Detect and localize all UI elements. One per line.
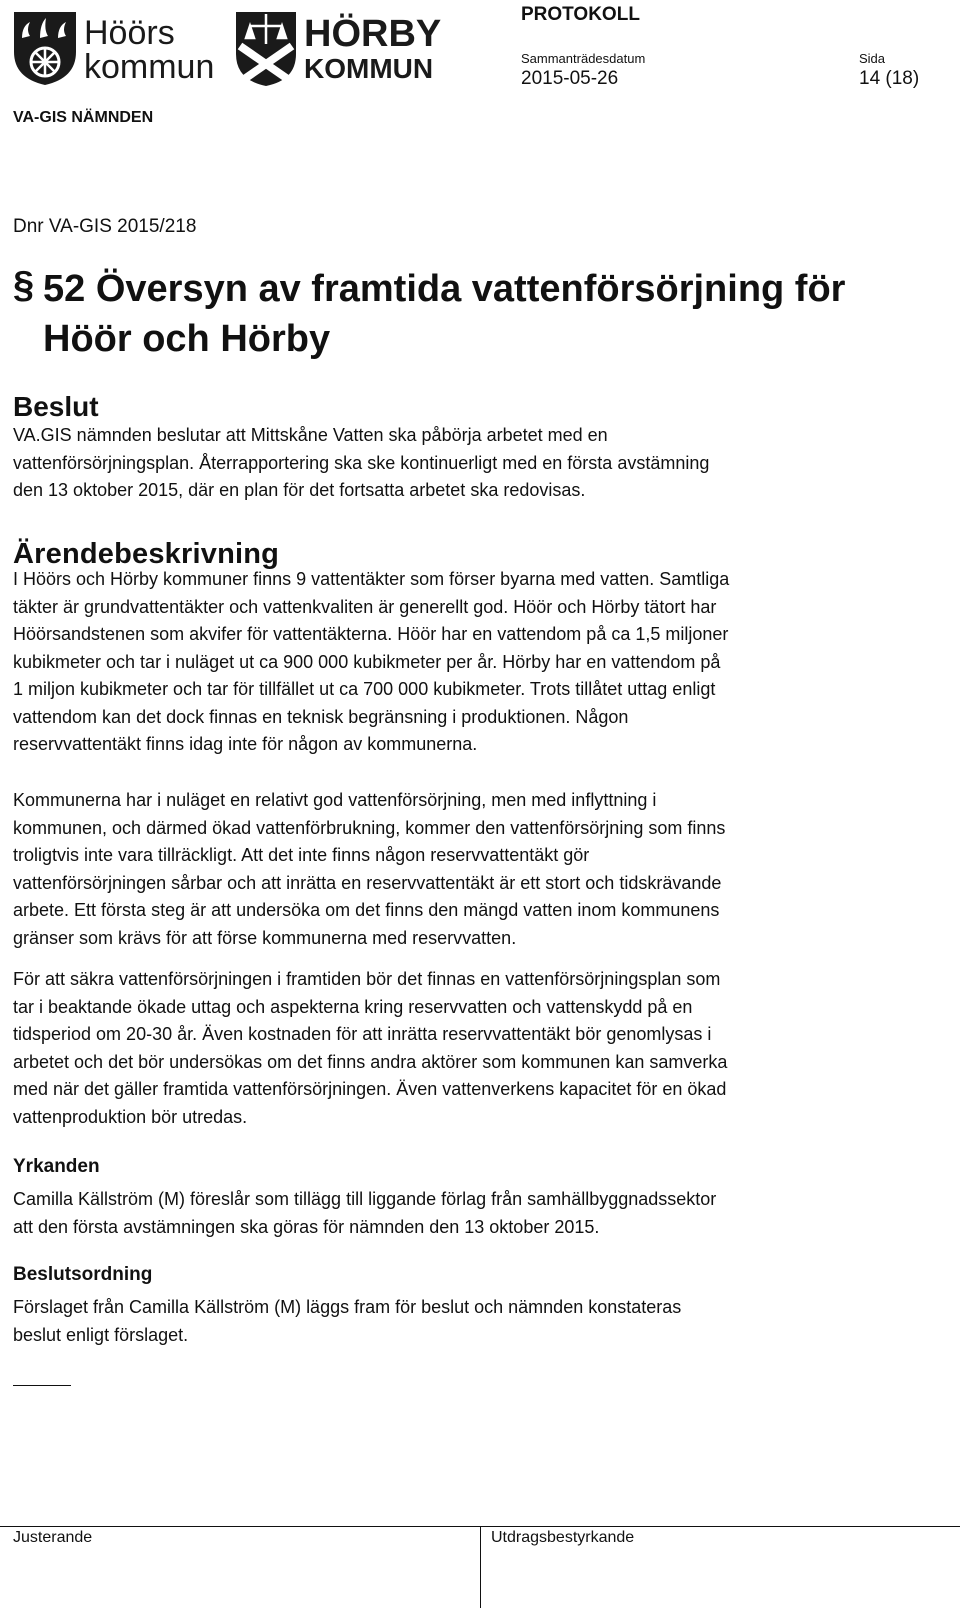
yrkanden-text — [13, 1186, 913, 1241]
text-line: 1 miljon kubikmeter och tar för tillfället ut ca 700 000 kubikmeter. Trots tillåtet uttag enligt — [13, 679, 716, 699]
beslutsordning-text — [13, 1294, 913, 1349]
horby-kommun-logo — [236, 6, 442, 86]
text-line: kubikmeter och tar i nuläget ut ca 900 000 kubikmeter per år. Hörby har en vattendom på — [13, 651, 721, 672]
justerande-label: Justerande — [13, 1529, 93, 1546]
text-line: arbete. Ett första steg är att undersöka om det finns den mängd vatten inom kommunens — [13, 900, 720, 920]
text-line: att den första avstämningen ska göras för nämnden den 13 oktober 2015. — [13, 1216, 600, 1237]
svg-text:Höörs: Höörs — [84, 14, 175, 52]
document-type: PROTOKOLL — [521, 4, 640, 25]
end-rule — [13, 1385, 71, 1386]
meeting-date-label: Sammanträdesdatum — [521, 51, 646, 66]
text-line: tidsperiod om 20-30 år. Även kostnaden för att inrätta reservvattentäkt bör genomlysas i — [13, 1024, 712, 1044]
text-line: vattendom kan det dock finnas en teknisk begränsning i produktionen. Någon — [13, 706, 629, 727]
text-line: tar i beaktande ökade uttag och aspekterna kring reservvatten och vattenskydd på en — [13, 996, 693, 1017]
text-line: reservvattentäkt finns idag inte för någon av kommunerna. — [13, 734, 478, 754]
arende-paragraph-1 — [13, 566, 913, 759]
text-line: gränser som krävs för att förse kommunerna med reservvatten. — [13, 927, 517, 948]
text-line: VA.GIS nämnden beslutar att Mittskåne Vatten ska påbörja arbetet med en — [13, 425, 608, 445]
heading-arendebeskrivning: Ärendebeskrivning — [13, 538, 280, 570]
text-line: Höörsandstenen som akvifer för vattentäkterna. Höör har en vattendom på ca 1,5 miljoner — [13, 624, 729, 644]
arende-paragraph-3 — [13, 966, 913, 1131]
svg-text:KOMMUN: KOMMUN — [304, 53, 434, 84]
text-line: täkter är grundvattentäkter och vattenkvaliten är generellt god. Höör och Hörby tätort har — [13, 596, 717, 617]
text-line: vattenförsörjningen sårbar och att inrätta en reservvattentäkt är ett stort och tidskrävande — [13, 872, 722, 893]
text-line: arbetet och det bör undersökas om det finns andra aktörer som kommunen kan samverka — [13, 1051, 728, 1072]
text-line: med när det gäller framtida vattenförsörjningen. Även vattenverkens kapacitet för en ökad — [13, 1079, 727, 1099]
text-line: kommunen, och därmed ökad vattenförbrukning, kommer den vattenförsörjning som finns — [13, 817, 726, 838]
text-line: Camilla Källström (M) föreslår som tillägg till liggande förlag från samhällbyggnadssektor — [13, 1189, 717, 1209]
text-line: För att säkra vattenförsörjningen i framtiden bör det finnas en vattenförsörjningsplan som — [13, 969, 721, 989]
arende-paragraph-2 — [13, 787, 913, 952]
page-number: 14 (18) — [859, 68, 920, 89]
committee-name: VA-GIS NÄMNDEN — [13, 109, 154, 126]
text-line: troligtvis inte vara tillräckligt. Att det inte finns någon reservvattentäkt gör — [13, 845, 590, 865]
text-line: beslut enligt förslaget. — [13, 1324, 189, 1345]
text-line: den 13 oktober 2015, där en plan för det fortsatta arbetet ska redovisas. — [13, 480, 586, 500]
text-line: Kommunerna har i nuläget en relativt god vattenförsörjning, men med inflyttning i — [13, 790, 657, 810]
heading-beslutsordning: Beslutsordning — [13, 1264, 153, 1285]
case-number: Dnr VA-GIS 2015/218 — [13, 216, 197, 237]
svg-text:HÖRBY: HÖRBY — [304, 13, 442, 55]
footer-column-divider — [480, 1526, 481, 1608]
svg-text:kommun: kommun — [84, 48, 215, 86]
text-line: vattenproduktion bör utredas. — [13, 1106, 248, 1127]
utdragsbestyrkande-label: Utdragsbestyrkande — [491, 1529, 635, 1546]
page-label: Sida — [859, 51, 886, 66]
section-title: 52 Översyn av framtida vattenförsörjning för Höör och Hörby — [43, 268, 846, 360]
text-line: Förslaget från Camilla Källström (M) läggs fram för beslut och nämnden konstateras — [13, 1297, 682, 1317]
hoors-kommun-logo — [12, 8, 217, 86]
text-line: vattenförsörjningsplan. Återrapportering ska ske kontinuerligt med en första avstämning — [13, 452, 710, 473]
beslut-text — [13, 422, 913, 505]
heading-yrkanden: Yrkanden — [13, 1156, 100, 1177]
meeting-date: 2015-05-26 — [521, 68, 619, 89]
section-symbol: § — [13, 264, 35, 306]
text-line: I Höörs och Hörby kommuner finns 9 vattentäkter som förser byarna med vatten. Samtliga — [13, 569, 730, 589]
heading-beslut: Beslut — [13, 391, 99, 422]
